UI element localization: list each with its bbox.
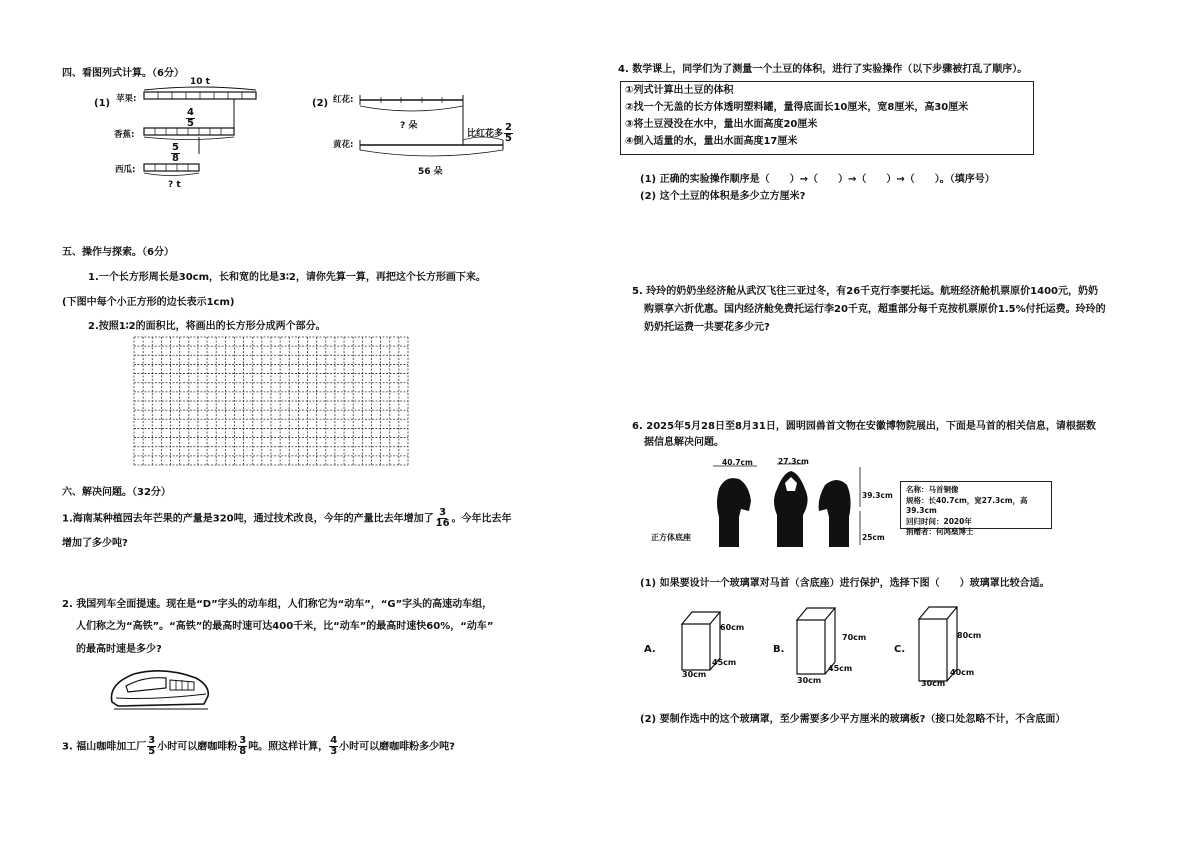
height-dim-label: 39.3cm bbox=[862, 491, 893, 500]
section-5-title: 五、操作与探索。（6分） bbox=[62, 247, 174, 258]
q5-line2: 购票享六折优惠。国内经济舱免费托运行李20千克，超重部分每千克按机票原价1.5%付托运费。玲玲的 bbox=[644, 304, 1106, 315]
q4-sub2: (2) 这个土豆的体积是多少立方厘米? bbox=[640, 191, 806, 202]
section-6-q1-line1: 1.海南某种植园去年芒果的产量是320吨，通过技术改良，今年的产量比去年增加了 $\frac{3}{16}$ 。今年比去年 bbox=[62, 507, 512, 529]
melon-fraction: $\frac{5}{8}$ bbox=[172, 142, 179, 164]
q6-line1: 6. 2025年5月28日至8月31日，圆明园兽首文物在安徽博物院展出，下面是马首的相关信息，请根据数 bbox=[632, 421, 1096, 432]
diagram-1-number: (1) bbox=[94, 98, 111, 109]
section-5-q1: 1.一个长方形周长是30cm，长和宽的比是3∶2，请你先算一算，再把这个长方形画下来。 bbox=[88, 272, 486, 283]
q6-sub1[interactable]: (1) 如果要设计一个玻璃罩对马首（含底座）进行保护，选择下图（ ）玻璃罩比较合适。 bbox=[640, 578, 1050, 589]
option-a-length: 30cm bbox=[682, 670, 707, 679]
option-a-label[interactable]: A. bbox=[644, 644, 656, 655]
option-a-width: 45cm bbox=[712, 658, 737, 667]
option-a-height: 60cm bbox=[720, 623, 745, 632]
section-6-q3: 3. 福山咖啡加工厂 $\frac{3}{5}$ 小时可以磨咖啡粉 $\frac{3}{8}$ 吨。照这样计算， $\frac{4}{3}$ 小时可以磨咖啡粉多少吨? bbox=[62, 735, 455, 757]
horse-info-box bbox=[900, 481, 1052, 536]
q5-line3: 奶奶托运费一共要花多少元? bbox=[644, 322, 770, 333]
option-c-height: 80cm bbox=[957, 631, 982, 640]
melon-label: 西瓜: bbox=[115, 165, 136, 175]
train-icon bbox=[104, 662, 214, 714]
section-6-q2-line3: 的最高时速是多少? bbox=[76, 644, 162, 655]
section-4-title: 四、看图列式计算。（6分） bbox=[62, 68, 184, 79]
width-dim-label: 40.7cm bbox=[722, 458, 753, 467]
fruit-bars-svg bbox=[140, 82, 265, 186]
cube-base-label: 正方体底座 bbox=[651, 533, 691, 542]
more-than-red-label: 比红花多 $\frac{2}{5}$ bbox=[467, 122, 512, 144]
q6-line2: 据信息解决问题。 bbox=[644, 437, 724, 448]
option-c-length: 30cm bbox=[921, 679, 946, 688]
q4-sub1[interactable]: (1) 正确的实验操作顺序是（ ）→（ ）→（ ）→（ ）。（填序号） bbox=[640, 174, 995, 185]
base-dim-label: 25cm bbox=[862, 533, 885, 542]
grid-paper[interactable] bbox=[133, 336, 409, 466]
banana-fraction: $\frac{4}{5}$ bbox=[187, 107, 194, 129]
q4-step-4: ④倒入适量的水，量出水面高度17厘米 bbox=[625, 136, 798, 147]
yellow-flower-label: 黄花: bbox=[333, 140, 354, 150]
q4-step-2: ②找一个无盖的长方体透明塑料罐，量得底面长10厘米，宽8厘米，高30厘米 bbox=[625, 102, 969, 113]
option-b-height: 70cm bbox=[842, 633, 867, 642]
info-donor: 捐赠者：何鸿燊博士 bbox=[906, 527, 974, 536]
flower-bars-svg bbox=[355, 92, 505, 164]
melon-question-label: ? t bbox=[168, 180, 181, 190]
q5-line1: 5. 玲玲的奶奶坐经济舱从武汉飞往三亚过冬，有26千克行李要托运。航班经济舱机票原价1400元，奶奶 bbox=[632, 286, 1098, 297]
q6-sub2: (2) 要制作选中的这个玻璃罩，至少需要多少平方厘米的玻璃板?（接口处忽略不计，不含底面） bbox=[640, 714, 1066, 725]
section-6-title: 六、解决问题。（32分） bbox=[62, 487, 171, 498]
q4-step-1: ①列式计算出土豆的体积 bbox=[625, 85, 734, 96]
apple-label: 苹果: bbox=[116, 94, 137, 104]
section-6-q2-line1: 2. 我国列车全面提速。现在是“D”字头的动车组，人们称它为“动车”，“G”字头的高速动车组， bbox=[62, 599, 493, 610]
section-6-q1-line2: 增加了多少吨? bbox=[62, 538, 128, 549]
option-c-label[interactable]: C. bbox=[894, 644, 906, 655]
apple-total-label: 10 t bbox=[190, 77, 210, 87]
option-b-width: 45cm bbox=[828, 664, 853, 673]
q4-stem: 4. 数学课上，同学们为了测量一个土豆的体积，进行了实验操作（以下步骤被打乱了顺序）。 bbox=[618, 64, 1028, 75]
option-b-label[interactable]: B. bbox=[773, 644, 785, 655]
red-question-label: ? 朵 bbox=[400, 121, 418, 131]
depth-dim-label: 27.3cm bbox=[778, 457, 809, 466]
q4-step-3: ③将土豆浸没在水中，量出水面高度20厘米 bbox=[625, 119, 818, 130]
option-c-width: 40cm bbox=[950, 668, 975, 677]
section-5-q2: 2.按照1∶2的面积比，将画出的长方形分成两个部分。 bbox=[88, 321, 326, 332]
banana-label: 香蕉: bbox=[114, 130, 135, 140]
q4-steps-box bbox=[620, 81, 1034, 155]
info-name: 名称：马首铜像 bbox=[906, 485, 959, 494]
section-6-q2-line2: 人们称之为“高铁”。“高铁”的最高时速可达400千米，比“动车”的最高时速快60%，“动车” bbox=[76, 621, 494, 632]
yellow-total-label: 56 朵 bbox=[418, 167, 443, 177]
diagram-2-number: (2) bbox=[312, 98, 329, 109]
info-return: 回归时间：2020年 bbox=[906, 516, 972, 526]
info-spec: 规格：长40.7cm，宽27.3cm，高39.3cm bbox=[906, 495, 1028, 515]
red-flower-label: 红花: bbox=[333, 95, 354, 105]
option-b-length: 30cm bbox=[797, 676, 822, 685]
section-5-note: (下图中每个小正方形的边长表示1cm) bbox=[62, 297, 235, 308]
